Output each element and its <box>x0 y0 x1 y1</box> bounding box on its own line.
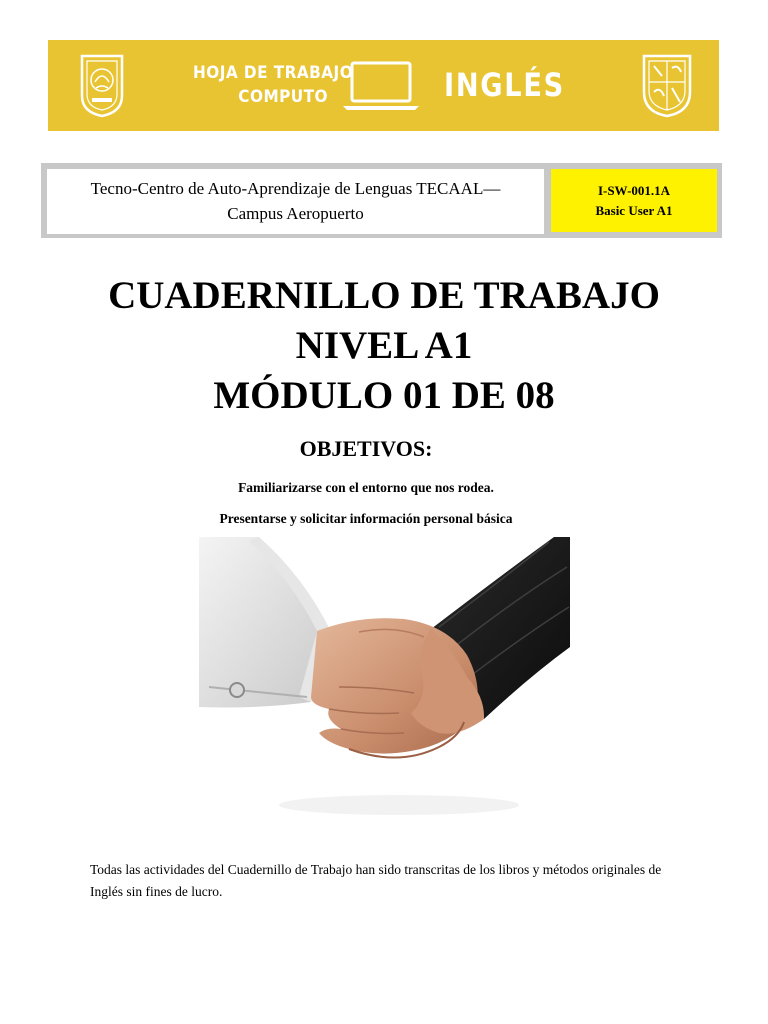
institution-line-2: Campus Aeropuerto <box>227 204 364 223</box>
university-crest-icon <box>640 52 694 118</box>
banner-line-1: HOJA DE TRABAJO <box>193 63 354 83</box>
banner-line-2: COMPUTO <box>238 87 328 107</box>
title-line-1: CUADERNILLO DE TRABAJO <box>108 274 660 317</box>
laptop-icon <box>341 60 421 112</box>
banner-language: INGLÉS <box>444 66 565 104</box>
institution-box <box>41 163 722 238</box>
disclaimer-text: Todas las actividades del Cuadernillo de Trabajo han sido transcritas de los libros y métodos originales de Inglés sin fines de lucro. <box>90 862 662 899</box>
title-line-3: MÓDULO 01 DE 08 <box>213 374 555 417</box>
document-code: I-SW-001.1A <box>597 183 671 198</box>
level-label: Basic User A1 <box>595 203 673 218</box>
title-line-2: NIVEL A1 <box>295 324 473 367</box>
header-banner <box>48 40 719 131</box>
page-title <box>0 271 768 421</box>
banner-title <box>193 61 354 109</box>
objectives-heading: OBJETIVOS: <box>299 436 433 461</box>
institution-line-1: Tecno-Centro de Auto-Aprendizaje de Lenguas TECAAL— <box>90 179 501 198</box>
objective-item: Familiarizarse con el entorno que nos rodea. <box>238 480 494 495</box>
institution-name <box>47 169 544 234</box>
objective-item: Presentarse y solicitar información personal básica <box>219 511 513 526</box>
school-seal-icon <box>78 52 126 118</box>
handshake-image <box>199 537 570 825</box>
document-code-box <box>551 169 717 232</box>
